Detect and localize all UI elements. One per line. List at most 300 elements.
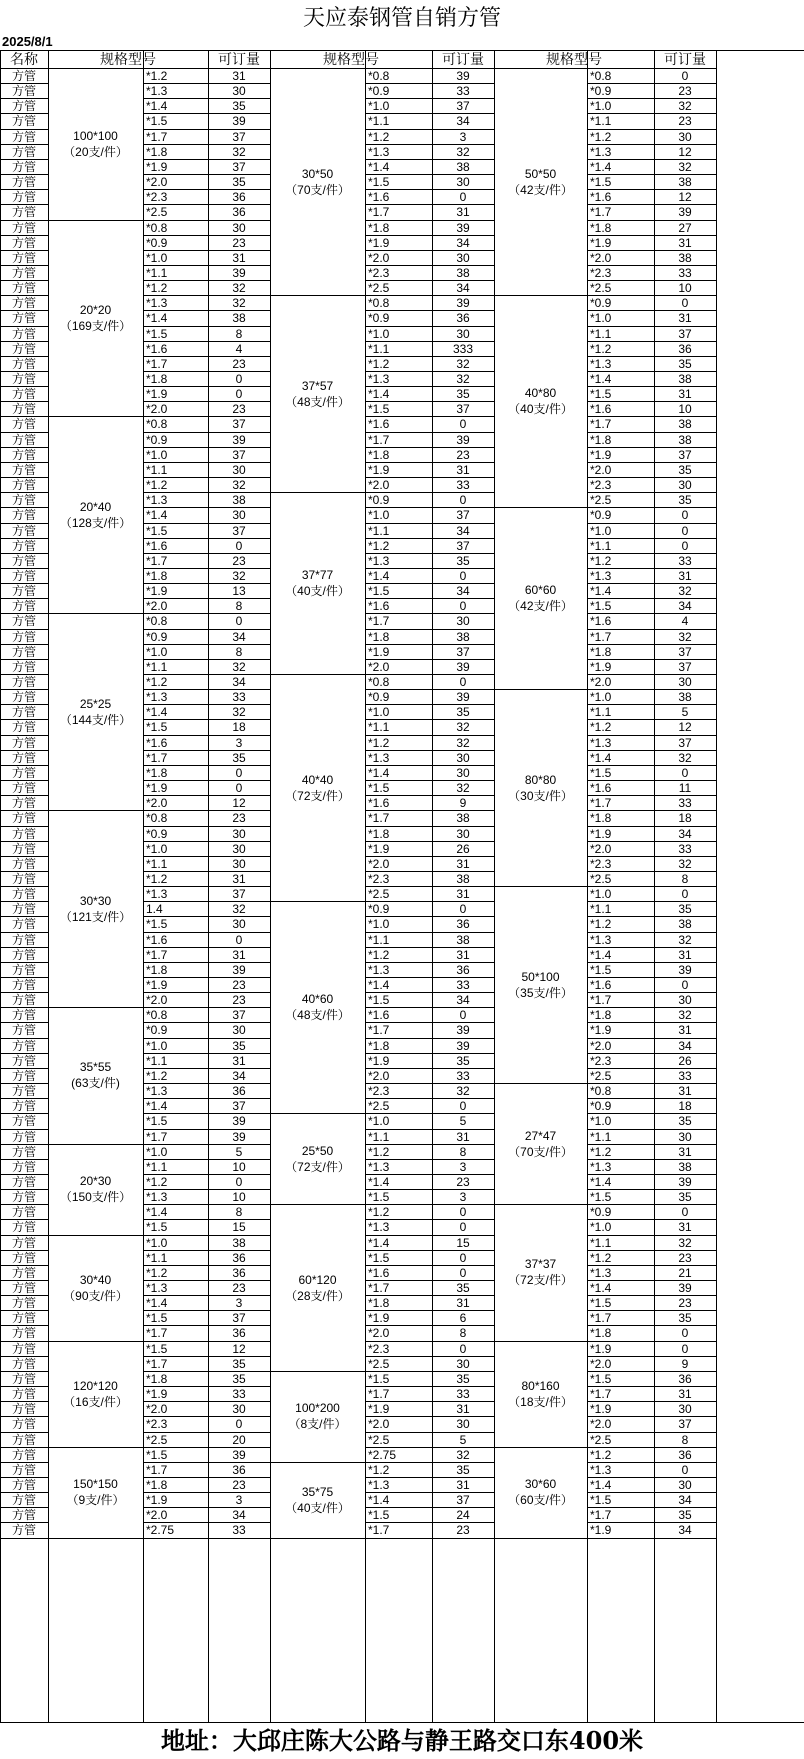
row-name: 方管	[11, 796, 36, 811]
group-pack: （48支/件）	[285, 1008, 350, 1023]
thickness-cell: *1.9	[146, 159, 168, 174]
group-size: 30*40	[79, 1272, 112, 1287]
thickness-cell: *0.9	[590, 1205, 612, 1220]
spec-group	[48, 220, 143, 417]
row-name: 方管	[11, 190, 36, 205]
thickness-cell: *1.4	[590, 1477, 612, 1492]
thickness-cell: *1.3	[590, 356, 612, 371]
qty-cell: 0	[459, 1099, 467, 1114]
thickness-cell: *2.0	[590, 1038, 612, 1053]
qty-cell: 3	[459, 1190, 467, 1205]
thickness-cell: *2.0	[368, 250, 390, 265]
qty-cell: 5	[235, 1144, 243, 1159]
thickness-cell: *1.4	[368, 978, 390, 992]
qty-cell: 39	[456, 220, 470, 235]
qty-cell: 38	[456, 159, 470, 174]
thickness-cell: *1.3	[590, 735, 612, 750]
qty-cell: 33	[456, 978, 470, 992]
thickness-cell: *1.3	[590, 1462, 612, 1477]
qty-cell: 23	[232, 1477, 246, 1492]
row-name: 方管	[11, 1099, 36, 1114]
qty-cell: 35	[678, 462, 692, 477]
qty-cell: 32	[456, 356, 470, 371]
thickness-cell: *1.2	[590, 1447, 612, 1462]
thickness-cell: *1.7	[590, 205, 612, 220]
qty-cell: 8	[235, 326, 243, 341]
row-name: 方管	[11, 765, 36, 780]
spec-group	[270, 1371, 365, 1462]
group-size: 20*40	[79, 499, 112, 514]
thickness-cell: *0.9	[368, 690, 390, 705]
qty-cell: 0	[681, 765, 689, 780]
qty-cell: 0	[681, 69, 689, 83]
qty-cell: 38	[678, 917, 692, 932]
qty-cell: 23	[232, 811, 246, 826]
thickness-cell: *1.4	[368, 387, 390, 402]
thickness-cell: *1.5	[146, 1220, 168, 1235]
row-name: 方管	[11, 356, 36, 371]
thickness-cell: *1.0	[590, 1220, 612, 1235]
qty-cell: 32	[456, 735, 470, 750]
spec-group	[270, 1462, 365, 1538]
group-pack: （40支/件）	[285, 584, 350, 599]
thickness-cell: *1.0	[146, 1038, 168, 1053]
thickness-cell: *1.5	[146, 720, 168, 735]
qty-cell: 34	[456, 993, 470, 1008]
grid-line	[587, 1538, 716, 1539]
qty-cell: 36	[232, 1462, 246, 1477]
row-name: 方管	[11, 1144, 36, 1159]
thickness-cell: *1.5	[368, 1250, 390, 1265]
thickness-cell: *2.75	[368, 1447, 397, 1462]
qty-cell: 10	[678, 281, 692, 296]
qty-cell: 30	[232, 1023, 246, 1038]
qty-cell: 33	[232, 1387, 246, 1402]
row-name: 方管	[11, 690, 36, 705]
row-name: 方管	[11, 235, 36, 250]
thickness-cell: *1.6	[590, 978, 612, 992]
thickness-cell: *1.7	[590, 1387, 612, 1402]
row-name: 方管	[11, 811, 36, 826]
thickness-cell: *0.9	[590, 84, 612, 99]
qty-cell: 30	[456, 1356, 470, 1371]
qty-cell: 33	[678, 553, 692, 568]
thickness-cell: *1.9	[590, 235, 612, 250]
thickness-cell: *2.0	[368, 659, 390, 674]
qty-cell: 35	[456, 553, 470, 568]
thickness-cell: *1.9	[368, 1402, 390, 1417]
thickness-cell: *1.9	[368, 462, 390, 477]
thickness-cell: *1.3	[146, 493, 168, 508]
row-name: 方管	[11, 1402, 36, 1417]
spec-group	[494, 68, 587, 295]
row-name: 方管	[11, 1462, 36, 1477]
group-pack: （90支/件）	[63, 1288, 128, 1303]
row-name: 方管	[11, 1129, 36, 1144]
row-name: 方管	[11, 372, 36, 386]
spec-group	[270, 68, 365, 295]
thickness-cell: *1.9	[146, 1493, 168, 1508]
thickness-cell: *1.4	[590, 1281, 612, 1295]
group-pack: （72支/件）	[285, 1159, 350, 1174]
qty-cell: 31	[456, 1129, 470, 1144]
thickness-cell: *1.7	[146, 356, 168, 371]
thickness-cell: *2.5	[590, 281, 612, 296]
thickness-cell: *1.1	[368, 1129, 390, 1144]
row-name: 方管	[11, 841, 36, 856]
row-name: 方管	[11, 568, 36, 583]
thickness-cell: *1.5	[590, 1296, 612, 1311]
qty-cell: 32	[678, 99, 692, 114]
thickness-cell: *1.1	[368, 932, 390, 947]
qty-cell: 35	[456, 1462, 470, 1477]
qty-cell: 8	[235, 644, 243, 659]
qty-cell: 30	[678, 675, 692, 689]
thickness-cell: *1.0	[146, 644, 168, 659]
qty-cell: 3	[235, 1493, 243, 1508]
qty-cell: 23	[232, 402, 246, 417]
date-label: 2025/8/1	[2, 34, 53, 49]
qty-cell: 6	[459, 1311, 467, 1326]
qty-cell: 38	[232, 493, 246, 508]
qty-cell: 32	[456, 781, 470, 796]
qty-cell: 27	[678, 220, 692, 235]
qty-cell: 3	[235, 735, 243, 750]
group-size: 40*60	[301, 992, 334, 1007]
group-pack: （16支/件）	[63, 1394, 128, 1409]
thickness-cell: *1.3	[590, 568, 612, 583]
qty-cell: 37	[232, 1008, 246, 1023]
thickness-cell: *1.1	[590, 326, 612, 341]
row-name: 方管	[11, 644, 36, 659]
qty-cell: 35	[456, 1281, 470, 1295]
qty-cell: 30	[678, 1402, 692, 1417]
qty-cell: 32	[678, 1235, 692, 1250]
thickness-cell: *0.8	[368, 69, 390, 83]
thickness-cell: *1.4	[368, 1174, 390, 1189]
thickness-cell: *1.0	[368, 508, 390, 523]
row-name: 方管	[11, 129, 36, 144]
thickness-cell: *1.1	[590, 1129, 612, 1144]
header-spec: 规格型号	[546, 51, 602, 67]
qty-cell: 4	[681, 614, 689, 629]
qty-cell: 0	[681, 1205, 689, 1220]
qty-cell: 39	[456, 1038, 470, 1053]
group-pack: （28支/件）	[285, 1288, 350, 1303]
qty-cell: 36	[232, 1265, 246, 1280]
thickness-cell: *0.8	[368, 296, 390, 311]
thickness-cell: *1.0	[590, 690, 612, 705]
thickness-cell: *1.1	[146, 1250, 168, 1265]
group-pack: （42支/件）	[508, 182, 573, 197]
thickness-cell: *1.5	[146, 114, 168, 129]
spec-group	[494, 507, 587, 689]
thickness-cell: *1.8	[368, 220, 390, 235]
qty-cell: 35	[678, 902, 692, 917]
thickness-cell: *2.0	[146, 402, 168, 417]
row-name: 方管	[11, 584, 36, 599]
thickness-cell: *1.3	[368, 553, 390, 568]
thickness-cell: *1.1	[590, 705, 612, 720]
qty-cell: 0	[235, 614, 243, 629]
thickness-cell: *1.2	[368, 1144, 390, 1159]
group-size: 150*150	[73, 1477, 118, 1492]
thickness-cell: *1.6	[368, 599, 390, 614]
qty-cell: 31	[678, 1220, 692, 1235]
qty-cell: 0	[681, 523, 689, 538]
qty-cell: 35	[678, 1190, 692, 1205]
thickness-cell: *1.9	[146, 584, 168, 599]
row-name: 方管	[11, 523, 36, 538]
spec-group	[48, 68, 143, 220]
thickness-cell: *1.2	[590, 129, 612, 144]
spec-group	[48, 1447, 143, 1538]
thickness-cell: *0.8	[146, 417, 168, 432]
qty-cell: 33	[678, 796, 692, 811]
row-name: 方管	[11, 1387, 36, 1402]
thickness-cell: *2.3	[590, 265, 612, 280]
thickness-cell: *1.5	[590, 387, 612, 402]
thickness-cell: *0.8	[368, 675, 390, 689]
stock-table	[0, 50, 804, 1723]
spec-group	[494, 689, 587, 886]
row-name: 方管	[11, 947, 36, 962]
group-pack: （40支/件）	[508, 402, 573, 417]
thickness-cell: *2.5	[368, 1356, 390, 1371]
qty-cell: 0	[459, 1008, 467, 1023]
qty-cell: 33	[678, 265, 692, 280]
thickness-cell: *1.4	[146, 508, 168, 523]
qty-cell: 33	[232, 690, 246, 705]
qty-cell: 24	[456, 1508, 470, 1523]
qty-cell: 30	[232, 462, 246, 477]
grid-line	[716, 51, 717, 1722]
thickness-cell: *1.5	[146, 917, 168, 932]
qty-cell: 39	[456, 690, 470, 705]
row-name: 方管	[11, 887, 36, 902]
thickness-cell: *1.5	[590, 962, 612, 977]
qty-cell: 0	[235, 538, 243, 553]
qty-cell: 23	[678, 1296, 692, 1311]
thickness-cell: *0.9	[146, 629, 168, 644]
thickness-cell: *1.6	[590, 190, 612, 205]
thickness-cell: *1.5	[590, 1493, 612, 1508]
qty-cell: 0	[681, 296, 689, 311]
group-size: 20*30	[79, 1174, 112, 1189]
row-name: 方管	[11, 417, 36, 432]
thickness-cell: *1.9	[590, 659, 612, 674]
qty-cell: 34	[678, 1493, 692, 1508]
qty-cell: 32	[678, 629, 692, 644]
thickness-cell: *1.4	[590, 159, 612, 174]
thickness-cell: *1.1	[368, 341, 390, 356]
row-name: 方管	[11, 508, 36, 523]
group-size: 25*50	[301, 1143, 334, 1158]
thickness-cell: *1.0	[146, 1144, 168, 1159]
thickness-cell: *1.4	[146, 1296, 168, 1311]
qty-cell: 12	[232, 1341, 246, 1356]
group-size: 60*60	[524, 583, 557, 598]
thickness-cell: *1.8	[146, 1371, 168, 1386]
qty-cell: 36	[456, 917, 470, 932]
thickness-cell: *1.1	[590, 1235, 612, 1250]
thickness-cell: *1.7	[368, 1387, 390, 1402]
row-name: 方管	[11, 932, 36, 947]
qty-cell: 31	[232, 1053, 246, 1068]
row-name: 方管	[11, 1114, 36, 1129]
qty-cell: 8	[459, 1144, 467, 1159]
qty-cell: 34	[232, 1068, 246, 1083]
qty-cell: 32	[678, 856, 692, 871]
qty-cell: 38	[456, 871, 470, 886]
row-name: 方管	[11, 1174, 36, 1189]
thickness-cell: *0.9	[590, 296, 612, 311]
thickness-cell: *0.9	[368, 311, 390, 326]
qty-cell: 38	[678, 432, 692, 447]
thickness-cell: *1.0	[368, 326, 390, 341]
group-size: 37*57	[301, 378, 334, 393]
qty-cell: 30	[456, 614, 470, 629]
qty-cell: 18	[678, 1099, 692, 1114]
thickness-cell: *2.0	[590, 675, 612, 689]
thickness-cell: *2.0	[368, 1417, 390, 1432]
thickness-cell: *1.4	[368, 765, 390, 780]
thickness-cell: *2.3	[146, 190, 168, 205]
thickness-cell: *1.6	[368, 796, 390, 811]
thickness-cell: *2.5	[368, 887, 390, 902]
thickness-cell: *1.2	[368, 356, 390, 371]
qty-cell: 39	[232, 1447, 246, 1462]
qty-cell: 23	[232, 235, 246, 250]
qty-cell: 23	[232, 978, 246, 992]
thickness-cell: *2.0	[590, 1356, 612, 1371]
row-name: 方管	[11, 1523, 36, 1538]
group-pack: （8支/件）	[288, 1417, 347, 1432]
thickness-cell: *1.2	[368, 538, 390, 553]
thickness-cell: *1.9	[590, 1023, 612, 1038]
qty-cell: 0	[459, 1205, 467, 1220]
thickness-cell: *1.5	[590, 1371, 612, 1386]
row-name: 方管	[11, 447, 36, 462]
thickness-cell: *2.0	[590, 841, 612, 856]
qty-cell: 35	[232, 99, 246, 114]
thickness-cell: *1.4	[368, 159, 390, 174]
thickness-cell: *1.5	[146, 1447, 168, 1462]
qty-cell: 37	[232, 887, 246, 902]
thickness-cell: *1.1	[368, 523, 390, 538]
group-size: 80*80	[524, 772, 557, 787]
row-name: 方管	[11, 1493, 36, 1508]
group-pack: （70支/件）	[285, 182, 350, 197]
thickness-cell: *1.2	[590, 553, 612, 568]
thickness-cell: *1.6	[146, 341, 168, 356]
thickness-cell: *2.0	[368, 478, 390, 493]
qty-cell: 37	[678, 735, 692, 750]
qty-cell: 5	[459, 1432, 467, 1447]
row-name: 方管	[11, 1417, 36, 1432]
qty-cell: 39	[456, 432, 470, 447]
thickness-cell: *1.5	[146, 523, 168, 538]
qty-cell: 32	[678, 932, 692, 947]
row-name: 方管	[11, 1220, 36, 1235]
row-name: 方管	[11, 993, 36, 1008]
qty-cell: 35	[456, 1371, 470, 1386]
row-name: 方管	[11, 402, 36, 417]
spec-group	[48, 1341, 143, 1447]
thickness-cell: *0.9	[368, 902, 390, 917]
group-pack: （40支/件）	[285, 1500, 350, 1515]
thickness-cell: *1.8	[146, 568, 168, 583]
thickness-cell: *1.2	[590, 1144, 612, 1159]
thickness-cell: *1.2	[590, 720, 612, 735]
thickness-cell: *1.7	[590, 796, 612, 811]
group-size: 120*120	[73, 1378, 118, 1393]
group-size: 30*30	[79, 893, 112, 908]
qty-cell: 30	[232, 1402, 246, 1417]
group-pack: （42支/件）	[508, 599, 573, 614]
thickness-cell: *1.3	[368, 1220, 390, 1235]
thickness-cell: *1.7	[146, 553, 168, 568]
group-pack: （70支/件）	[508, 1144, 573, 1159]
thickness-cell: *1.5	[368, 584, 390, 599]
qty-cell: 32	[232, 659, 246, 674]
qty-cell: 15	[456, 1235, 470, 1250]
thickness-cell: *1.3	[368, 750, 390, 765]
row-name: 方管	[11, 387, 36, 402]
thickness-cell: *1.4	[590, 750, 612, 765]
row-name: 方管	[11, 614, 36, 629]
row-name: 方管	[11, 902, 36, 917]
thickness-cell: *1.1	[146, 1159, 168, 1174]
thickness-cell: *1.3	[146, 1281, 168, 1295]
thickness-cell: *1.9	[368, 644, 390, 659]
group-pack: （48支/件）	[285, 394, 350, 409]
group-pack: （144支/件）	[59, 712, 132, 727]
spec-group	[48, 810, 143, 1007]
qty-cell: 36	[232, 190, 246, 205]
thickness-cell: *1.6	[368, 1265, 390, 1280]
thickness-cell: *2.3	[368, 1084, 390, 1099]
row-name: 方管	[11, 750, 36, 765]
qty-cell: 37	[456, 402, 470, 417]
qty-cell: 0	[235, 765, 243, 780]
thickness-cell: *1.7	[368, 614, 390, 629]
qty-cell: 39	[232, 1114, 246, 1129]
qty-cell: 37	[456, 508, 470, 523]
qty-cell: 23	[456, 1174, 470, 1189]
row-name: 方管	[11, 1190, 36, 1205]
qty-cell: 34	[232, 675, 246, 689]
thickness-cell: *1.7	[146, 1462, 168, 1477]
thickness-cell: *0.9	[146, 1023, 168, 1038]
qty-cell: 0	[235, 932, 243, 947]
qty-cell: 30	[456, 826, 470, 841]
spec-group	[48, 1235, 143, 1341]
thickness-cell: *1.6	[590, 781, 612, 796]
qty-cell: 4	[235, 341, 243, 356]
thickness-cell: *1.6	[146, 538, 168, 553]
spec-group	[48, 1144, 143, 1235]
thickness-cell: *1.0	[146, 1235, 168, 1250]
qty-cell: 35	[232, 175, 246, 190]
qty-cell: 33	[456, 1387, 470, 1402]
thickness-cell: *1.5	[368, 1371, 390, 1386]
thickness-cell: *1.0	[590, 1114, 612, 1129]
qty-cell: 34	[678, 1038, 692, 1053]
qty-cell: 35	[678, 1114, 692, 1129]
qty-cell: 35	[456, 1053, 470, 1068]
row-name: 方管	[11, 341, 36, 356]
